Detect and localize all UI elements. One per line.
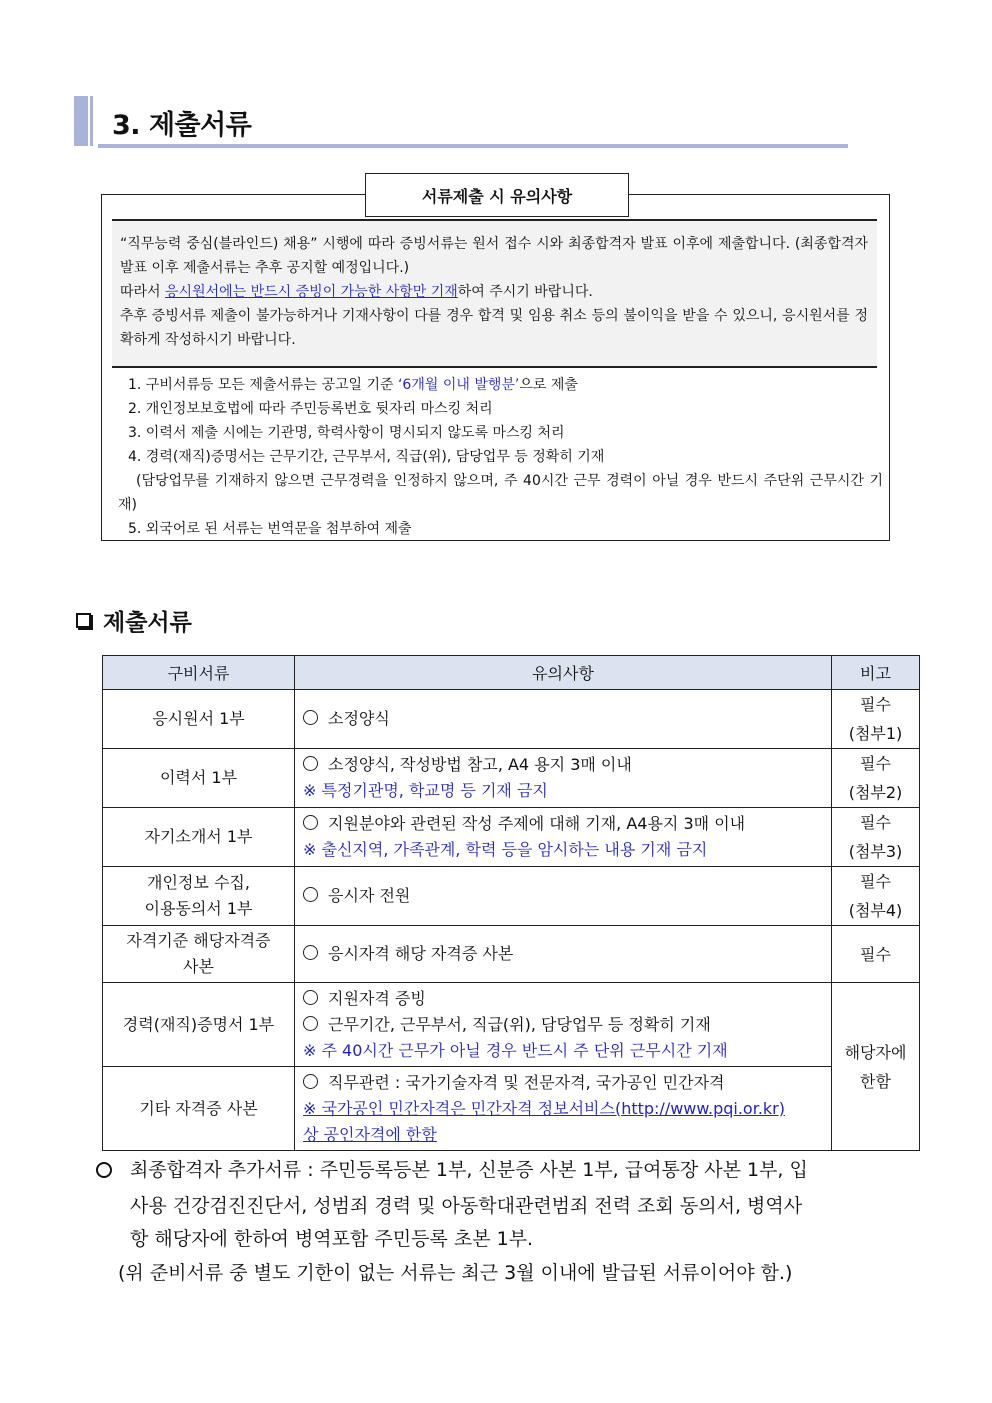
doc-name-cell: 이력서 1부 — [103, 749, 295, 808]
notice-item-1-pre: 1. 구비서류등 모든 제출서류는 공고일 기준 — [128, 377, 398, 393]
doc-notes-cell — [295, 983, 832, 1067]
doc-remark-cell: 필수 — [832, 926, 920, 983]
doc-note: 소정양식, 작성방법 참고, A4 용지 3매 이내 — [328, 755, 632, 774]
notice-paragraph-2-post: 하여 주시기 바랍니다. — [457, 284, 593, 300]
table-row — [103, 808, 920, 867]
notice-item-1-post: 으로 제출 — [519, 377, 578, 393]
doc-name-line: 사본 — [183, 957, 214, 976]
section-underline — [98, 144, 848, 148]
doc-note: 지원자격 증빙 — [328, 988, 426, 1008]
doc-notes-cell — [295, 690, 832, 749]
table-row — [103, 1067, 920, 1151]
remark-line: 필수 — [860, 754, 891, 773]
remark-line: 한함 — [860, 1071, 891, 1091]
final-note-line-2: 사용 건강검진진단서, 성범죄 경력 및 아동학대관련범죄 전력 조회 동의서, 병역사 — [130, 1195, 803, 1217]
table-row — [103, 926, 920, 983]
remark-line: 필수 — [860, 872, 891, 891]
notice-title: 서류제출 시 유의사항 — [365, 173, 629, 217]
remark-line: 해당자에 — [844, 1042, 907, 1062]
doc-notes-cell — [295, 1067, 832, 1151]
final-note-line-1: 최종합격자 추가서류 : 주민등록등본 1부, 신분증 사본 1부, 급여통장 사본 1부, 입 — [130, 1159, 808, 1181]
remark-line: (첨부1) — [848, 724, 903, 743]
hollow-circle-bullet-icon — [96, 1162, 112, 1178]
doc-notes-cell — [295, 926, 832, 983]
table-row — [103, 983, 920, 1067]
section-accent-bar — [74, 96, 88, 146]
notice-item-5: 5. 외국어로 된 서류는 번역문을 첨부하여 제출 — [128, 521, 412, 537]
doc-warning: ※ 출신지역, 가족관계, 학력 등을 암시하는 내용 기재 금지 — [303, 840, 708, 859]
notice-rule-bottom — [112, 366, 877, 368]
notice-item-1-emphasis: ‘6개월 이내 발행분’ — [397, 377, 520, 393]
doc-name-line: 개인정보 수집, — [147, 873, 250, 892]
doc-name-line: 자격기준 해당자격증 — [126, 931, 271, 950]
doc-warning-post: 상 공인자격에 한함 — [303, 1124, 437, 1144]
circle-bullet-icon — [303, 990, 318, 1005]
doc-remark-cell — [832, 690, 920, 749]
doc-name-cell: 자기소개서 1부 — [103, 808, 295, 867]
doc-notes-cell — [295, 808, 832, 867]
doc-note: 지원분야와 관련된 작성 주제에 대해 기재, A4용지 3매 이내 — [328, 814, 746, 833]
remark-line: 필수 — [860, 813, 891, 832]
notice-item-4-note: (담당업무를 기재하지 않으면 근무경력을 인정하지 않으며, 주 40시간 근무 경력이 아닐 경우 반드시 주단위 근무시간 기재) — [118, 473, 883, 513]
remark-line: (첨부4) — [848, 901, 903, 920]
doc-name-cell: 경력(재직)증명서 1부 — [103, 983, 295, 1067]
table-row — [103, 749, 920, 808]
notice-emphasis-link: 응시원서에는 반드시 증빙이 가능한 사항만 기재 — [165, 284, 458, 300]
circle-bullet-icon — [303, 1074, 318, 1089]
docs-heading — [76, 604, 192, 637]
table-header-cell: 구비서류 — [103, 656, 295, 690]
docs-heading-label: 제출서류 — [103, 610, 192, 636]
doc-name-cell: 응시원서 1부 — [103, 690, 295, 749]
doc-warning: ※ 주 40시간 근무가 아닐 경우 반드시 주 단위 근무시간 기재 — [303, 1040, 728, 1060]
doc-note: 응시자격 해당 자격증 사본 — [328, 944, 514, 963]
circle-bullet-icon — [303, 945, 318, 960]
table-header-cell: 유의사항 — [295, 656, 832, 690]
notice-paragraph-3: 추후 증빙서류 제출이 불가능하거나 기재사항이 다를 경우 합격 및 임용 취소 등의 불이익을 받을 수 있으니, 응시원서를 정확하게 작성하시기 바랍니다. — [120, 308, 868, 348]
notice-item-3: 3. 이력서 제출 시에는 기관명, 학력사항이 명시되지 않도록 마스킹 처리 — [128, 425, 565, 441]
remark-line: 필수 — [860, 695, 891, 714]
doc-remark-cell — [832, 808, 920, 867]
doc-warning — [303, 1099, 785, 1144]
doc-warning-pre: ※ 국가공인 민간자격은 민간자격 정보서비스(http://www.pqi.or.kr) — [303, 1098, 786, 1118]
circle-bullet-icon — [303, 710, 318, 725]
notice-item-2: 2. 개인정보보호법에 따라 주민등록번호 뒷자리 마스킹 처리 — [128, 401, 493, 417]
notice-paragraph-2-pre: 따라서 — [120, 284, 166, 300]
circle-bullet-icon — [303, 1016, 318, 1031]
notice-item-1 — [128, 373, 883, 397]
circle-bullet-icon — [303, 887, 318, 902]
table-header-row — [103, 656, 920, 690]
notice-paragraph-2 — [120, 280, 868, 304]
docs-table — [102, 655, 920, 1151]
doc-name-cell: 기타 자격증 사본 — [103, 1067, 295, 1151]
checkbox-square-icon — [76, 613, 91, 628]
final-note-line-3: 항 해당자에 한하여 병역포함 주민등록 초본 1부. — [130, 1228, 534, 1250]
remark-line: (첨부3) — [848, 842, 903, 861]
doc-name-cell — [103, 867, 295, 926]
doc-remark-cell — [832, 983, 920, 1151]
doc-note: 근무기간, 근무부서, 직급(위), 담당업무 등 정확히 기재 — [328, 1014, 711, 1034]
doc-note: 직무관련 : 국가기술자격 및 전문자격, 국가공인 민간자격 — [328, 1072, 725, 1092]
doc-note: 응시자 전원 — [328, 886, 411, 905]
section-accent-bar-thin — [90, 96, 93, 146]
final-note-line-4: (위 준비서류 중 별도 기한이 없는 서류는 최근 3월 이내에 발급된 서류이어야 함.) — [118, 1262, 793, 1284]
table-header-cell: 비고 — [832, 656, 920, 690]
circle-bullet-icon — [303, 756, 318, 771]
doc-remark-cell — [832, 867, 920, 926]
doc-remark-cell — [832, 749, 920, 808]
doc-notes-cell — [295, 867, 832, 926]
doc-notes-cell — [295, 749, 832, 808]
doc-name-cell — [103, 926, 295, 983]
notice-item-4: 4. 경력(재직)증명서는 근무기간, 근무부서, 직급(위), 담당업무 등 정확히 기재 — [128, 449, 605, 465]
doc-name-line: 이용동의서 1부 — [144, 899, 253, 918]
table-row — [103, 867, 920, 926]
circle-bullet-icon — [303, 815, 318, 830]
doc-warning: ※ 특정기관명, 학교명 등 기재 금지 — [303, 781, 548, 800]
table-row — [103, 690, 920, 749]
doc-note: 소정양식 — [328, 709, 390, 728]
notice-paragraph-1: “직무능력 중심(블라인드) 채용” 시행에 따라 증빙서류는 원서 접수 시와 최종합격자 발표 이후에 제출합니다. (최종합격자 발표 이후 제출서류는 추후 공지할 예정입니다.) — [120, 236, 868, 276]
remark-line: (첨부2) — [848, 783, 903, 802]
section-title: 3. 제출서류 — [112, 110, 252, 141]
